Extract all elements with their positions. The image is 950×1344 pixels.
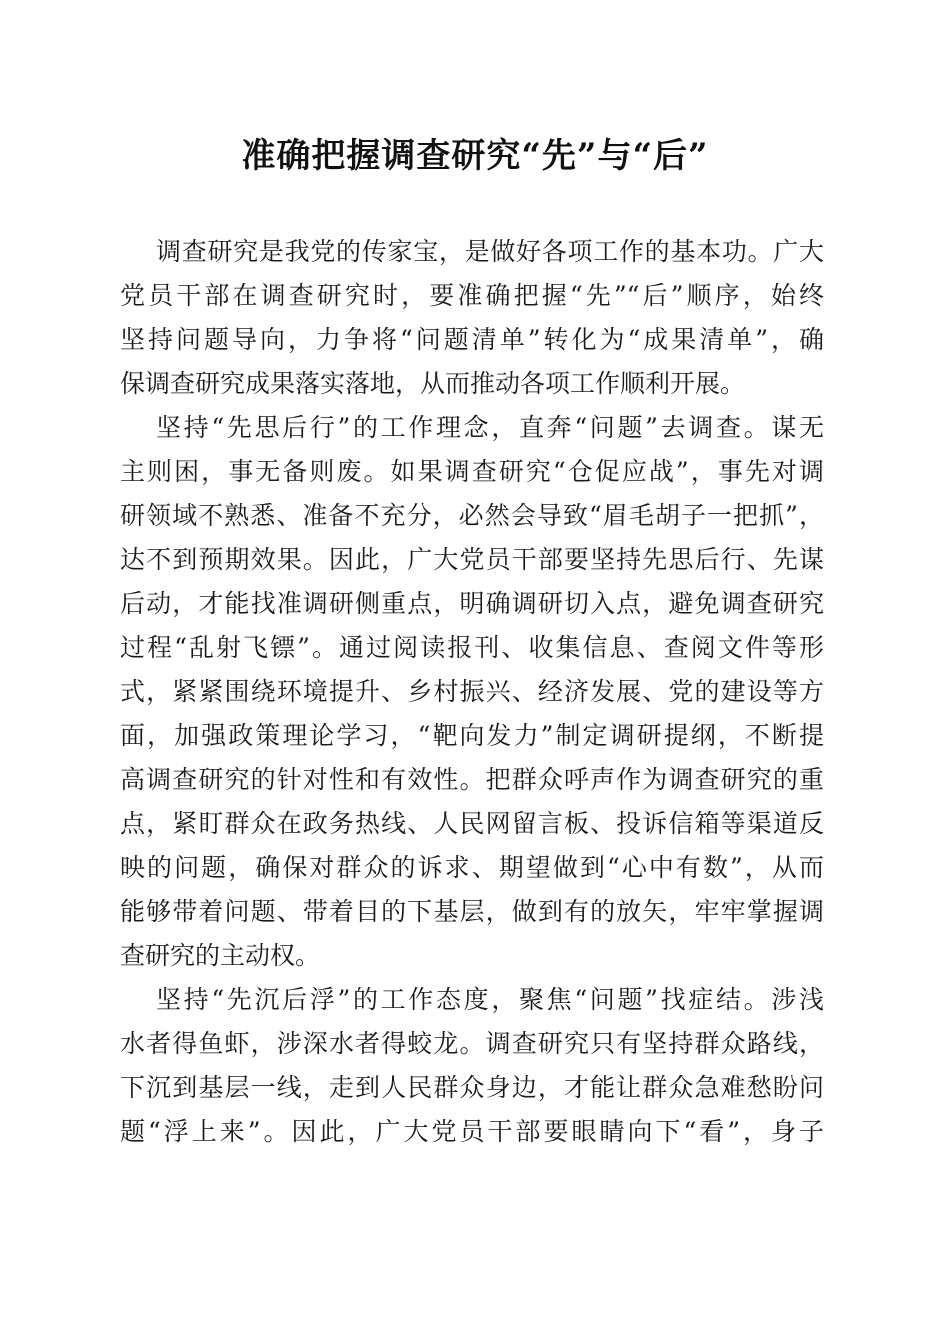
text-line: 坚持“先思后行”的工作理念，直奔“问题”去调查。谋无 [156, 413, 824, 442]
text-line: 党员干部在调查研究时，要准确把握“先”“后”顺序，始终 [120, 281, 824, 310]
text-line: 坚持“先沉后浮”的工作态度，聚焦“问题”找症结。涉浅 [156, 985, 824, 1014]
text-line: 过程“乱射飞镖”。通过阅读报刊、收集信息、查阅文件等形 [120, 633, 824, 662]
text-line: 下沉到基层一线，走到人民群众身边，才能让群众急难愁盼问 [120, 1073, 824, 1102]
text-line: 达不到预期效果。因此，广大党员干部要坚持先思后行、先谋 [120, 545, 824, 574]
text-line: 映的问题，确保对群众的诉求、期望做到“心中有数”，从而 [120, 853, 824, 882]
paragraph-2 [120, 406, 824, 978]
text-line: 保调查研究成果落实落地，从而推动各项工作顺利开展。 [120, 369, 746, 398]
paragraph-3 [120, 978, 824, 1154]
text-line: 查研究的主动权。 [120, 941, 321, 970]
text-line: 研领域不熟悉、准备不充分，必然会导致“眉毛胡子一把抓”， [120, 501, 824, 530]
text-line: 点，紧盯群众在政务热线、人民网留言板、投诉信箱等渠道反 [120, 809, 824, 838]
text-line: 面，加强政策理论学习，“靶向发力”制定调研提纲，不断提 [120, 721, 824, 750]
paragraph-1 [120, 230, 824, 406]
document-title: 准确把握调查研究“先”与“后” [241, 136, 709, 176]
text-line: 题“浮上来”。因此，广大党员干部要眼睛向下“看”，身子 [120, 1117, 824, 1146]
text-line: 坚持问题导向，力争将“问题清单”转化为“成果清单”，确 [120, 325, 824, 354]
text-line: 能够带着问题、带着目的下基层，做到有的放矢，牢牢掌握调 [120, 897, 824, 926]
text-line: 后动，才能找准调研侧重点，明确调研切入点，避免调查研究 [120, 589, 824, 618]
text-line: 主则困，事无备则废。如果调查研究“仓促应战”，事先对调 [120, 457, 824, 486]
text-line: 调查研究是我党的传家宝，是做好各项工作的基本功。广大 [156, 237, 824, 266]
text-line: 高调查研究的针对性和有效性。把群众呼声作为调查研究的重 [120, 765, 824, 794]
text-line: 水者得鱼虾，涉深水者得蛟龙。调查研究只有坚持群众路线， [120, 1029, 824, 1058]
text-line: 式，紧紧围绕环境提升、乡村振兴、经济发展、党的建设等方 [120, 677, 824, 706]
document-body [120, 230, 824, 1154]
